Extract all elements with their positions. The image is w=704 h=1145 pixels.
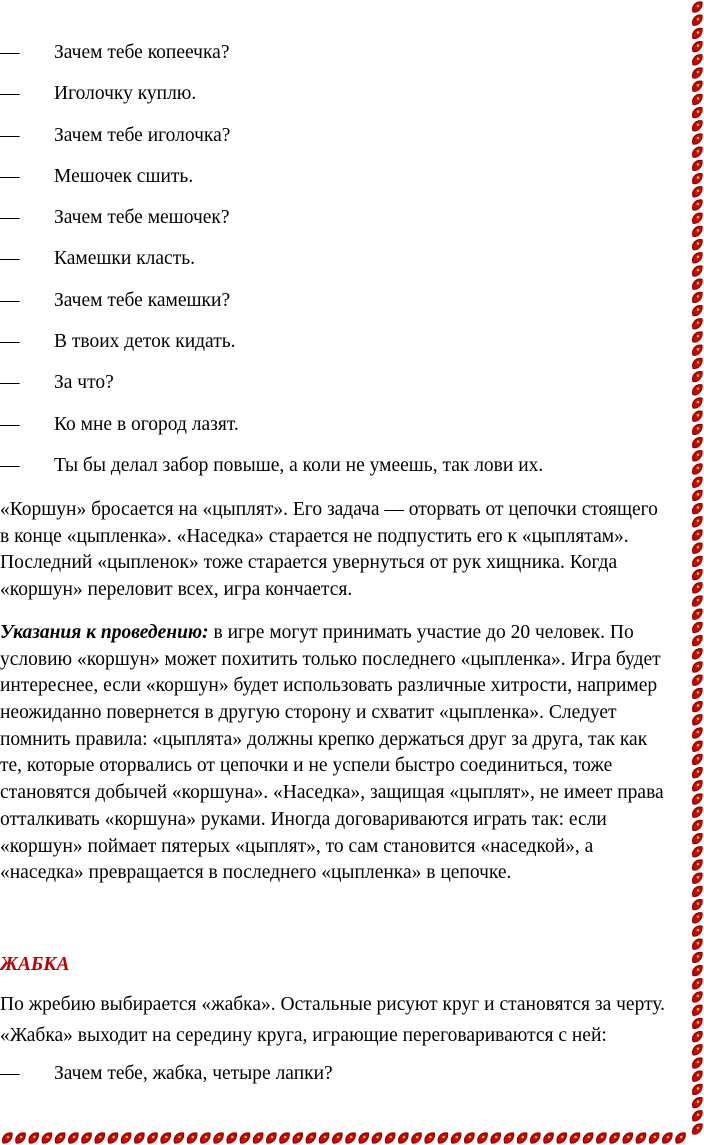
dialogue-block bbox=[0, 38, 690, 492]
red-leaf-ornament-icon bbox=[693, 134, 703, 144]
red-leaf-ornament-icon bbox=[504, 1133, 514, 1143]
dialogue-text: Иголочку куплю. bbox=[54, 83, 197, 105]
red-leaf-ornament-icon bbox=[693, 569, 703, 579]
red-leaf-ornament-icon bbox=[693, 701, 703, 711]
red-leaf-ornament-icon bbox=[693, 200, 703, 210]
guidance-lead: Указания к проведению: bbox=[0, 622, 209, 643]
red-leaf-ornament-icon bbox=[69, 1133, 79, 1143]
red-leaf-ornament-icon bbox=[693, 622, 703, 632]
red-leaf-ornament-icon bbox=[693, 332, 703, 342]
red-leaf-ornament-icon bbox=[693, 517, 703, 527]
dialogue-dash: — bbox=[0, 413, 20, 435]
red-leaf-ornament-icon bbox=[135, 1133, 145, 1143]
red-leaf-ornament-icon bbox=[693, 187, 703, 197]
red-leaf-ornament-icon bbox=[693, 833, 703, 843]
red-leaf-ornament-icon bbox=[693, 741, 703, 751]
red-leaf-ornament-icon bbox=[267, 1133, 277, 1143]
dialogue-text: Зачем тебе копеечка? bbox=[54, 42, 230, 63]
red-leaf-ornament-icon bbox=[693, 451, 703, 461]
red-leaf-ornament-icon bbox=[201, 1133, 211, 1143]
red-leaf-ornament-icon bbox=[693, 807, 703, 817]
red-leaf-ornament-icon bbox=[438, 1133, 448, 1143]
red-leaf-ornament-icon bbox=[693, 1031, 703, 1041]
red-leaf-ornament-icon bbox=[95, 1133, 105, 1143]
red-leaf-ornament-icon bbox=[693, 543, 703, 553]
red-leaf-ornament-icon bbox=[693, 2, 703, 12]
dialogue-dash: — bbox=[0, 372, 20, 394]
red-leaf-ornament-icon bbox=[693, 609, 703, 619]
red-leaf-ornament-icon bbox=[214, 1133, 224, 1143]
red-leaf-ornament-icon bbox=[29, 1133, 39, 1143]
red-leaf-ornament-icon bbox=[693, 28, 703, 38]
red-leaf-ornament-icon bbox=[693, 820, 703, 830]
paragraph-line: становятся добычей «коршуна». «Наседка», защищая «цыплят», не имеет права bbox=[0, 782, 664, 804]
red-leaf-ornament-icon bbox=[693, 675, 703, 685]
dialogue-text: Зачем тебе иголочка? bbox=[54, 124, 231, 146]
red-leaf-ornament-icon bbox=[693, 226, 703, 236]
red-leaf-ornament-icon bbox=[610, 1133, 620, 1143]
dialogue-dash: — bbox=[0, 42, 20, 63]
red-leaf-ornament-icon bbox=[693, 794, 703, 804]
red-leaf-ornament-icon bbox=[693, 596, 703, 606]
dialogue-dash: — bbox=[0, 331, 20, 353]
red-leaf-ornament-icon bbox=[293, 1133, 303, 1143]
red-leaf-ornament-icon bbox=[583, 1133, 593, 1143]
red-leaf-ornament-icon bbox=[187, 1133, 197, 1143]
red-leaf-ornament-icon bbox=[240, 1133, 250, 1143]
red-leaf-ornament-icon bbox=[451, 1133, 461, 1143]
red-leaf-ornament-icon bbox=[597, 1133, 607, 1143]
dialogue-line bbox=[0, 1059, 690, 1100]
red-leaf-ornament-icon bbox=[693, 15, 703, 25]
dialogue-line bbox=[0, 38, 690, 79]
dialogue-dash: — bbox=[0, 165, 20, 187]
red-leaf-ornament-icon bbox=[693, 1005, 703, 1015]
red-leaf-ornament-icon bbox=[121, 1133, 131, 1143]
red-leaf-ornament-icon bbox=[693, 873, 703, 883]
paragraph-line: условию «коршун» может похитить только последнего «цыпленка». Игра будет bbox=[0, 648, 661, 670]
dialogue-line bbox=[0, 410, 690, 451]
red-leaf-ornament-icon bbox=[693, 424, 703, 434]
red-leaf-ornament-icon bbox=[491, 1133, 501, 1143]
paragraph-line: те, которые оторвались от цепочки и не успели быстро соединиться, тоже bbox=[0, 755, 613, 777]
red-leaf-ornament-icon bbox=[693, 239, 703, 249]
red-leaf-ornament-icon bbox=[693, 398, 703, 408]
kite-rules-paragraph bbox=[0, 497, 700, 604]
red-leaf-ornament-icon bbox=[693, 107, 703, 117]
dialogue-line bbox=[0, 79, 690, 120]
paragraph-line: помнить правила: «цыплята» должны крепко держаться друг за друга, так как bbox=[0, 728, 648, 750]
red-leaf-ornament-icon bbox=[108, 1133, 118, 1143]
red-leaf-ornament-icon bbox=[693, 147, 703, 157]
red-leaf-ornament-icon bbox=[693, 939, 703, 949]
red-leaf-ornament-icon bbox=[693, 899, 703, 909]
red-leaf-ornament-icon bbox=[693, 530, 703, 540]
red-leaf-ornament-icon bbox=[693, 556, 703, 566]
red-leaf-ornament-icon bbox=[693, 688, 703, 698]
paragraph-line bbox=[0, 620, 700, 647]
dialogue-line bbox=[0, 327, 690, 368]
red-leaf-ornament-icon bbox=[693, 649, 703, 659]
dialogue-dash: — bbox=[0, 248, 20, 270]
red-leaf-ornament-icon bbox=[693, 503, 703, 513]
red-leaf-ornament-icon bbox=[693, 464, 703, 474]
red-leaf-ornament-icon bbox=[693, 1058, 703, 1068]
red-leaf-ornament-icon bbox=[570, 1133, 580, 1143]
red-leaf-ornament-icon bbox=[693, 319, 703, 329]
red-leaf-ornament-icon bbox=[55, 1133, 65, 1143]
paragraph-line: в конце «цыпленка». «Наседка» старается не подпустить его к «цыплятам». bbox=[0, 525, 629, 547]
red-leaf-ornament-icon bbox=[693, 41, 703, 51]
dialogue-dash: — bbox=[0, 124, 20, 146]
red-leaf-ornament-icon bbox=[693, 477, 703, 487]
red-leaf-ornament-icon bbox=[3, 1133, 13, 1143]
section-heading: ЖАБКА bbox=[0, 954, 70, 975]
paragraph-line: отталкивать «коршуна» руками. Иногда договариваются играть так: если bbox=[0, 808, 607, 830]
dialogue-text: Зачем тебе камешки? bbox=[54, 289, 231, 311]
red-leaf-ornament-icon bbox=[16, 1133, 26, 1143]
paragraph-line: «коршун» поймает пятерых «цыплят», то сам становится «наседкой», а bbox=[0, 835, 594, 857]
dialogue-text: В твоих деток кидать. bbox=[54, 331, 236, 353]
dialogue-text: За что? bbox=[54, 372, 114, 394]
red-leaf-ornament-icon bbox=[557, 1133, 567, 1143]
dialogue-text: Зачем тебе мешочек? bbox=[54, 207, 230, 229]
red-leaf-ornament-icon bbox=[693, 767, 703, 777]
red-leaf-ornament-icon bbox=[693, 1071, 703, 1081]
dialogue-line bbox=[0, 368, 690, 409]
dialogue-text: Камешки класть. bbox=[54, 248, 196, 270]
paragraph-line: «Жабка» выходит на середину круга, играющие переговариваются с ней: bbox=[0, 1025, 607, 1046]
red-leaf-ornament-icon bbox=[693, 847, 703, 857]
ornamental-border-right bbox=[690, 0, 704, 1145]
red-leaf-ornament-icon bbox=[636, 1133, 646, 1143]
red-leaf-ornament-icon bbox=[517, 1133, 527, 1143]
red-leaf-ornament-icon bbox=[306, 1133, 316, 1143]
red-leaf-ornament-icon bbox=[174, 1133, 184, 1143]
red-leaf-ornament-icon bbox=[693, 411, 703, 421]
red-leaf-ornament-icon bbox=[693, 55, 703, 65]
red-leaf-ornament-icon bbox=[693, 266, 703, 276]
red-leaf-ornament-icon bbox=[693, 781, 703, 791]
red-leaf-ornament-icon bbox=[693, 358, 703, 368]
paragraph-line: «наседка» превращается в последнего «цыпленка» в цепочке. bbox=[0, 862, 512, 884]
red-leaf-ornament-icon bbox=[693, 68, 703, 78]
dialogue-text: Ко мне в огород лазят. bbox=[54, 413, 239, 435]
red-leaf-ornament-icon bbox=[385, 1133, 395, 1143]
red-leaf-ornament-icon bbox=[359, 1133, 369, 1143]
guidance-first-line: в игре могут принимать участие до 20 человек. По bbox=[208, 622, 634, 643]
red-leaf-ornament-icon bbox=[693, 715, 703, 725]
dialogue-line bbox=[0, 162, 690, 203]
dialogue-line bbox=[0, 244, 690, 285]
red-leaf-ornament-icon bbox=[693, 279, 703, 289]
red-leaf-ornament-icon bbox=[693, 94, 703, 104]
dialogue-line bbox=[0, 121, 690, 162]
red-leaf-ornament-icon bbox=[693, 926, 703, 936]
ornamental-border-bottom bbox=[0, 1131, 704, 1145]
red-leaf-ornament-icon bbox=[693, 437, 703, 447]
red-leaf-ornament-icon bbox=[253, 1133, 263, 1143]
red-leaf-ornament-icon bbox=[161, 1133, 171, 1143]
red-leaf-ornament-icon bbox=[623, 1133, 633, 1143]
dialogue-line bbox=[0, 203, 690, 244]
red-leaf-ornament-icon bbox=[693, 173, 703, 183]
red-leaf-ornament-icon bbox=[227, 1133, 237, 1143]
dialogue-dash: — bbox=[0, 83, 20, 105]
red-leaf-ornament-icon bbox=[693, 345, 703, 355]
red-leaf-ornament-icon bbox=[693, 1045, 703, 1055]
red-leaf-ornament-icon bbox=[544, 1133, 554, 1143]
dialogue-line bbox=[0, 451, 690, 492]
red-leaf-ornament-icon bbox=[280, 1133, 290, 1143]
red-leaf-ornament-icon bbox=[693, 1084, 703, 1094]
red-leaf-ornament-icon bbox=[693, 965, 703, 975]
paragraph-line: Последний «цыпленок» тоже старается увернуться от рук хищника. Когда bbox=[0, 552, 618, 574]
red-leaf-ornament-icon bbox=[693, 81, 703, 91]
red-leaf-ornament-icon bbox=[693, 305, 703, 315]
red-leaf-ornament-icon bbox=[693, 635, 703, 645]
red-leaf-ornament-icon bbox=[693, 385, 703, 395]
red-leaf-ornament-icon bbox=[82, 1133, 92, 1143]
red-leaf-ornament-icon bbox=[693, 1097, 703, 1107]
red-leaf-ornament-icon bbox=[676, 1133, 686, 1143]
red-leaf-ornament-icon bbox=[693, 913, 703, 923]
red-leaf-ornament-icon bbox=[425, 1133, 435, 1143]
dialogue-text: Мешочек сшить. bbox=[54, 165, 194, 187]
paragraph-line: «коршун» переловит всех, игра кончается. bbox=[0, 579, 353, 601]
red-leaf-ornament-icon bbox=[333, 1133, 343, 1143]
red-leaf-ornament-icon bbox=[693, 886, 703, 896]
red-leaf-ornament-icon bbox=[42, 1133, 52, 1143]
red-leaf-ornament-icon bbox=[693, 728, 703, 738]
red-leaf-ornament-icon bbox=[319, 1133, 329, 1143]
red-leaf-ornament-icon bbox=[346, 1133, 356, 1143]
red-leaf-ornament-icon bbox=[693, 583, 703, 593]
dialogue-text: Зачем тебе, жабка, четыре лапки? bbox=[54, 1063, 333, 1084]
red-leaf-ornament-icon bbox=[649, 1133, 659, 1143]
dialogue-line bbox=[0, 286, 690, 327]
red-leaf-ornament-icon bbox=[148, 1133, 158, 1143]
red-leaf-ornament-icon bbox=[693, 292, 703, 302]
paragraph-line: «Коршун» бросается на «цыплят». Его задача — оторвать от цепочки стоящего bbox=[0, 499, 658, 520]
red-leaf-ornament-icon bbox=[465, 1133, 475, 1143]
red-leaf-ornament-icon bbox=[531, 1133, 541, 1143]
red-leaf-ornament-icon bbox=[399, 1133, 409, 1143]
red-leaf-ornament-icon bbox=[693, 662, 703, 672]
dialogue-dash: — bbox=[0, 1063, 20, 1084]
paragraph-line: интереснее, если «коршун» будет использовать различные хитрости, например bbox=[0, 675, 658, 697]
red-leaf-ornament-icon bbox=[693, 160, 703, 170]
red-leaf-ornament-icon bbox=[693, 371, 703, 381]
guidance-paragraph bbox=[0, 620, 700, 887]
red-leaf-ornament-icon bbox=[693, 1111, 703, 1121]
red-leaf-ornament-icon bbox=[693, 213, 703, 223]
red-leaf-ornament-icon bbox=[693, 860, 703, 870]
paragraph-line: По жребию выбирается «жабка». Остальные рисуют круг и становятся за черту. bbox=[0, 994, 666, 1015]
red-leaf-ornament-icon bbox=[693, 754, 703, 764]
red-leaf-ornament-icon bbox=[693, 121, 703, 131]
dialogue-dash: — bbox=[0, 207, 20, 229]
paragraph-line: неожиданно повернется в другую сторону и схватит «цыпленка». Следует bbox=[0, 702, 617, 724]
red-leaf-ornament-icon bbox=[693, 952, 703, 962]
red-leaf-ornament-icon bbox=[412, 1133, 422, 1143]
red-leaf-ornament-icon bbox=[693, 979, 703, 989]
red-leaf-ornament-icon bbox=[478, 1133, 488, 1143]
dialogue-text: Ты бы делал забор повыше, а коли не умеешь, так лови их. bbox=[54, 454, 544, 476]
red-leaf-ornament-icon bbox=[693, 1018, 703, 1028]
dialogue-dash: — bbox=[0, 289, 20, 311]
red-leaf-ornament-icon bbox=[693, 253, 703, 263]
red-leaf-ornament-icon bbox=[372, 1133, 382, 1143]
red-leaf-ornament-icon bbox=[693, 490, 703, 500]
red-leaf-ornament-icon bbox=[693, 992, 703, 1002]
dialogue-dash: — bbox=[0, 454, 20, 476]
red-leaf-ornament-icon bbox=[663, 1133, 673, 1143]
frog-intro-paragraph bbox=[0, 992, 700, 1054]
